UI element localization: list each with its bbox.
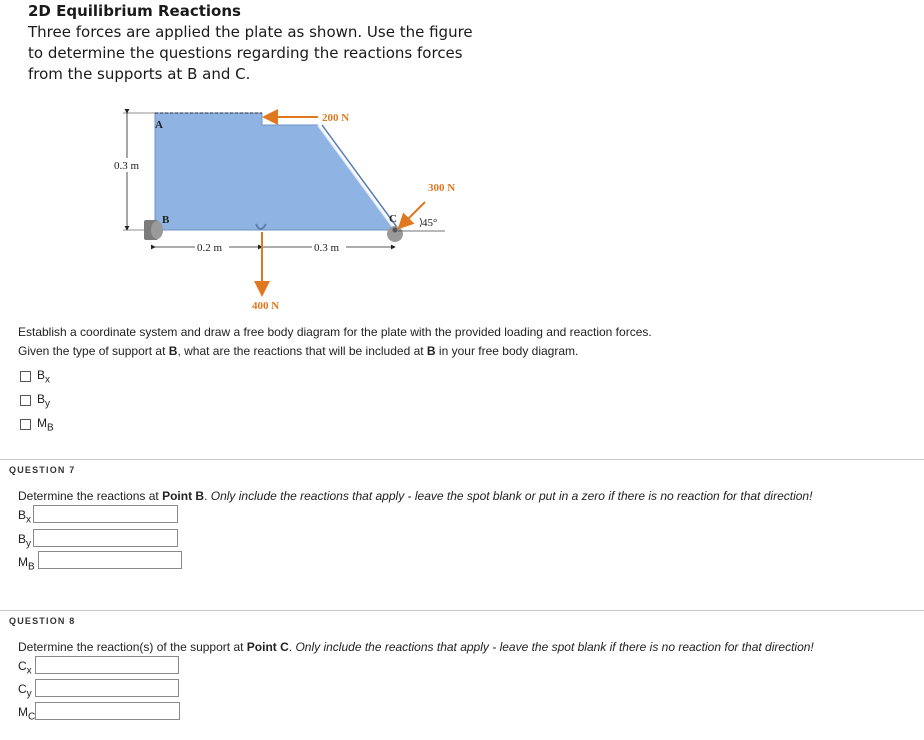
checkbox-bx[interactable] [20, 371, 31, 382]
q7-prompt: Determine the reactions at Point B. Only include the reactions that apply - leave the spot blank or put in a zero if there is no reaction for that direction! [18, 489, 813, 503]
by-input[interactable] [33, 529, 178, 547]
mb-input[interactable] [38, 551, 182, 569]
q8-heading: QUESTION 8 [9, 616, 76, 626]
checkbox-by[interactable] [20, 395, 31, 406]
cy-input[interactable] [35, 679, 179, 697]
mc-input[interactable] [35, 702, 180, 720]
angle-label: 45° [422, 217, 438, 229]
divider-q8 [0, 610, 924, 611]
bx-input[interactable] [33, 505, 178, 523]
plate-figure [0, 0, 924, 330]
option-mb[interactable]: $M_B$ [20, 416, 54, 433]
force-right-label: 300 N [428, 182, 456, 194]
label-c: C [389, 213, 397, 225]
divider-q7 [0, 459, 924, 460]
dim-right-label: 0.3 m [314, 242, 340, 254]
q7-heading: QUESTION 7 [9, 465, 76, 475]
plate [155, 113, 395, 230]
label-b: B [162, 214, 170, 226]
q8-label-mc: $M_C$ [18, 705, 36, 723]
checkbox-mb[interactable] [20, 419, 31, 430]
q6-line1: Establish a coordinate system and draw a free body diagram for the plate with the provided loading and reaction forces. [18, 325, 652, 339]
force-top-label: 200 N [322, 112, 350, 124]
q7-label-by: $B_y$ [18, 532, 32, 550]
q7-label-bx: $B_x$ [18, 508, 32, 526]
option-bx[interactable]: $B_x$ [20, 368, 50, 385]
cx-input[interactable] [35, 656, 179, 674]
force-bottom-label: 400 N [252, 300, 280, 312]
label-a: A [155, 119, 163, 131]
option-by[interactable]: $B_y$ [20, 392, 50, 409]
q8-label-cx: $C_x$ [18, 659, 32, 677]
intro-text: Three forces are applied the plate as shown. Use the figure to determine the questions regarding the reactions forces from the supports at B and C. [28, 23, 473, 83]
q7-label-mb: $M_B$ [18, 555, 35, 573]
q8-label-cy: $C_y$ [18, 682, 32, 700]
q8-prompt: Determine the reaction(s) of the support at Point C. Only include the reactions that apply - leave the spot blank if there is no reaction for that direction! [18, 640, 814, 654]
dim-left-label: 0.2 m [197, 242, 223, 254]
dim-height-label: 0.3 m [114, 160, 140, 172]
q6-line2: Given the type of support at B, what are the reactions that will be included at B in your free body diagram. [18, 344, 579, 358]
page-title: 2D Equilibrium Reactions [28, 2, 241, 20]
